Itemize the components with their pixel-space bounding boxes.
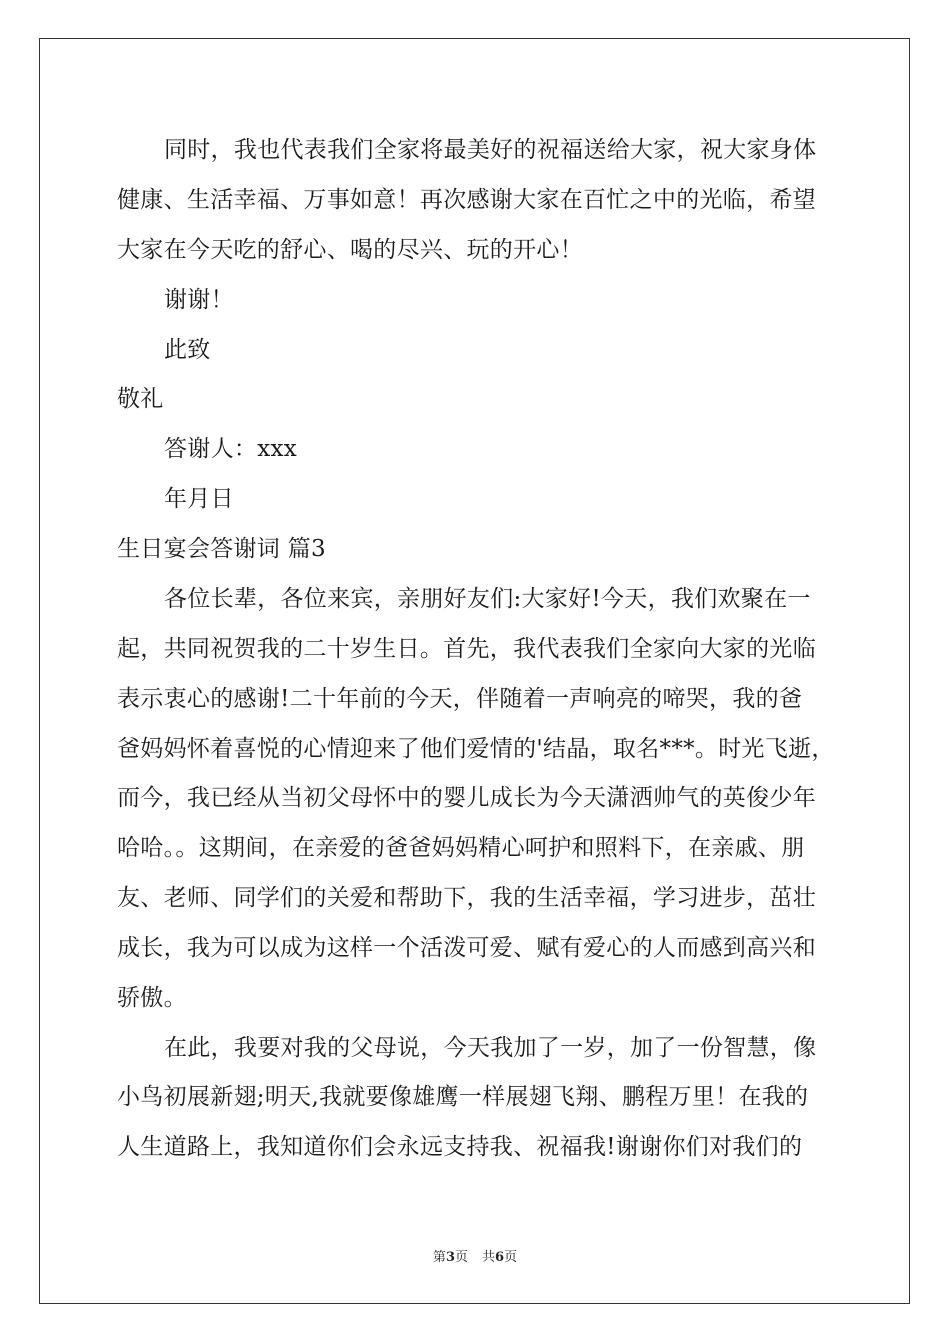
page-total: 共6页 — [482, 1250, 518, 1265]
paragraph-2-line-7: 友、老师、同学们的关爱和帮助下，我的生活幸福，学习进步，茁壮 — [117, 885, 816, 911]
regards-line: 敬礼 — [117, 386, 164, 412]
salutation-line: 此致 — [164, 337, 211, 363]
section-heading: 生日宴会答谢词 篇3 — [117, 536, 326, 562]
paragraph-2-line-8: 成长，我为可以成为这样一个活泼可爱、赋有爱心的人而感到高兴和 — [117, 935, 816, 961]
thanks-line: 谢谢！ — [164, 287, 234, 313]
paragraph-3-line-2: 小鸟初展新翅;明天,我就要像雄鹰一样展翅飞翔、鹏程万里！在我的 — [117, 1084, 809, 1110]
paragraph-2-line-9: 骄傲。 — [117, 985, 187, 1011]
paragraph-1-line-1: 同时，我也代表我们全家将最美好的祝福送给大家，祝大家身体 — [164, 137, 817, 163]
paragraph-3-line-3: 人生道路上，我知道你们会永远支持我、祝福我!谢谢你们对我们的 — [117, 1134, 803, 1160]
paragraph-2-line-1: 各位长辈，各位来宾，亲朋好友们:大家好!今天，我们欢聚在一 — [164, 586, 811, 612]
paragraph-1-line-3: 大家在今天吃的舒心、喝的尽兴、玩的开心！ — [117, 237, 583, 263]
signature-line: 答谢人：xxx — [164, 436, 298, 462]
page-border — [39, 38, 910, 1304]
page-number: 第3页 — [432, 1250, 468, 1265]
paragraph-2-line-6: 哈哈。。这期间，在亲爱的爸爸妈妈精心呵护和照料下，在亲戚、朋 — [117, 835, 805, 861]
paragraph-2-line-2: 起，共同祝贺我的二十岁生日。首先，我代表我们全家向大家的光临 — [117, 636, 816, 662]
date-line: 年月日 — [164, 486, 234, 512]
paragraph-1-line-2: 健康、生活幸福、万事如意！再次感谢大家在百忙之中的光临，希望 — [117, 187, 816, 213]
page-footer — [0, 1249, 950, 1267]
paragraph-2-line-3: 表示衷心的感谢!二十年前的今天，伴随着一声响亮的啼哭，我的爸 — [117, 686, 803, 712]
paragraph-2-line-4: 爸妈妈怀着喜悦的心情迎来了他们爱情的'结晶，取名***。时光飞逝， — [117, 736, 835, 762]
paragraph-2-line-5: 而今，我已经从当初父母怀中的婴儿成长为今天潇洒帅气的英俊少年 — [117, 785, 816, 811]
paragraph-3-line-1: 在此，我要对我的父母说，今天我加了一岁，加了一份智慧，像 — [164, 1035, 817, 1061]
